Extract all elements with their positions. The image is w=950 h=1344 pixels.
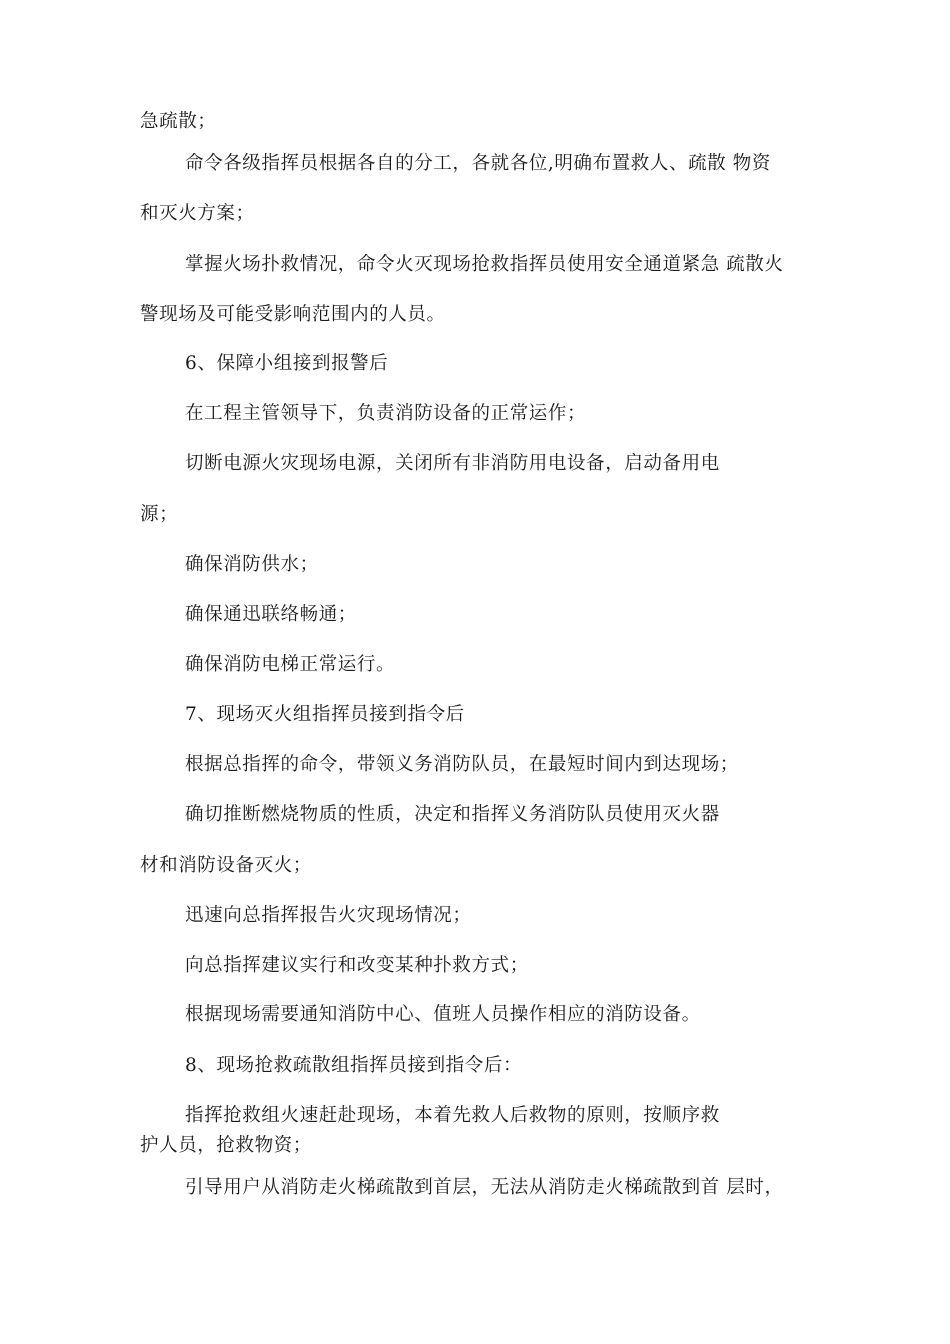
text-line: 急疏散；: [140, 111, 217, 132]
text-line: 切断电源火灾现场电源，关闭所有非消防用电设备，启动备用电: [185, 453, 720, 474]
text-line: 警现场及可能受影响范围内的人员。: [140, 304, 446, 325]
text-line: 掌握火场扑救情况，命令火灭现场抢救指挥员使用安全通道紧急 疏散火: [185, 254, 784, 275]
text-line: 确保消防电梯正常运行。: [185, 654, 396, 675]
text-line: 确保消防供水；: [185, 554, 319, 575]
text-line: 命令各级指挥员根据各自的分工，各就各位,明确布置救人、疏散 物资: [185, 153, 771, 174]
text-line: 向总指挥建议实行和改变某种扑救方式；: [185, 955, 529, 976]
text-line: 根据现场需要通知消防中心、值班人员操作相应的消防设备。: [185, 1004, 701, 1025]
text-line: 在工程主管领导下，负责消防设备的正常运作；: [185, 403, 587, 424]
section-heading: 8、现场抢救疏散组指挥员接到指令后：: [185, 1055, 523, 1076]
text-line: 迅速向总指挥报告火灾现场情况；: [185, 905, 472, 926]
text-line: 源；: [140, 504, 179, 525]
text-line: 指挥抢救组火速赶赴现场，本着先救人后救物的原则，按顺序救: [185, 1105, 720, 1126]
text-line: 材和消防设备灭火；: [140, 855, 312, 876]
section-heading: 7、现场灭火组指挥员接到指令后: [185, 704, 465, 725]
section-heading: 6、保障小组接到报警后: [185, 353, 389, 374]
text-line: 根据总指挥的命令，带领义务消防队员，在最短时间内到达现场；: [185, 754, 739, 775]
text-line: 确保通迅联络畅通；: [185, 604, 357, 625]
text-line: 引导用户从消防走火梯疏散到首层，无法从消防走火梯疏散到首 层时，: [185, 1177, 784, 1198]
text-line: 确切推断燃烧物质的性质，决定和指挥义务消防队员使用灭火器: [185, 804, 720, 825]
text-line: 护人员，抢救物资；: [140, 1135, 312, 1156]
text-line: 和灭火方案；: [140, 203, 255, 224]
